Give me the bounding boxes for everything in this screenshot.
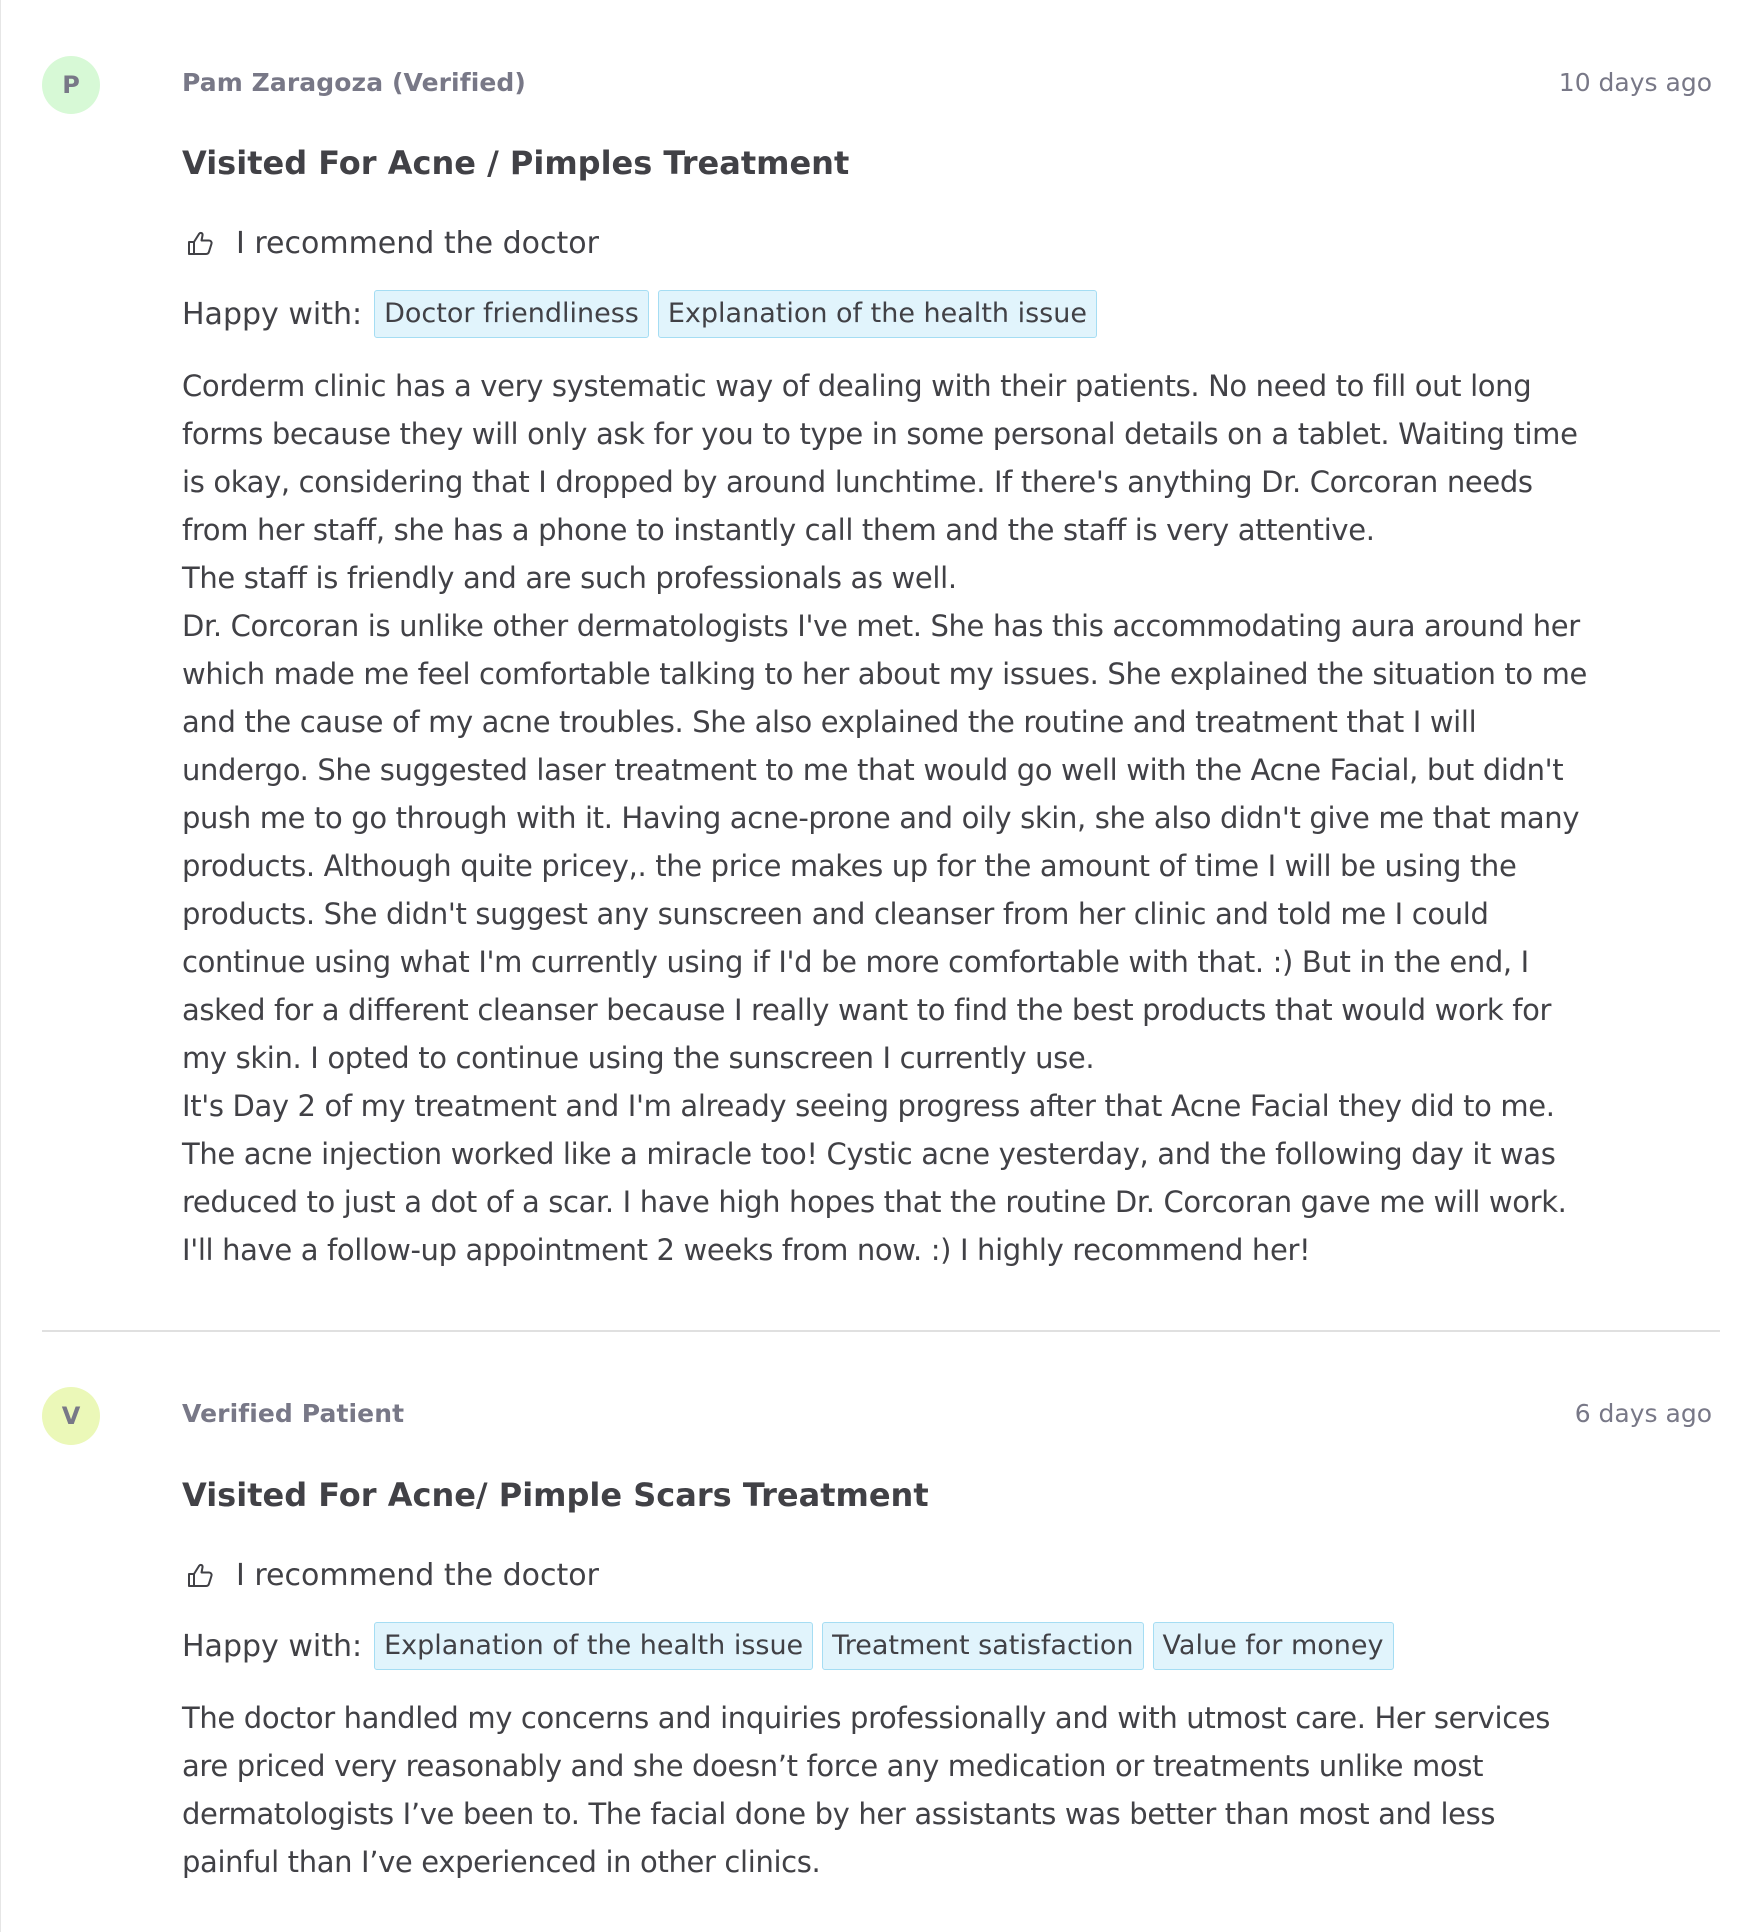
review-text-line: dermatologists I’ve been to. The facial done by her assistants was better than most and less (182, 1797, 1496, 1831)
happy-tag: Explanation of the health issue (374, 1622, 813, 1670)
review-text-line: is okay, considering that I dropped by around lunchtime. If there's anything Dr. Corcoran needs (182, 465, 1533, 499)
review-text-line: The staff is friendly and are such professionals as well. (182, 561, 957, 595)
review-text-line: forms because they will only ask for you to type in some personal details on a tablet. Waiting time (182, 417, 1578, 451)
review-text-line: I'll have a follow-up appointment 2 weeks from now. :) I highly recommend her! (182, 1233, 1311, 1267)
review-card (42, 1332, 1720, 1932)
happy-with-row (182, 1622, 1403, 1670)
review-time: 6 days ago (1574, 1399, 1712, 1428)
review-text-line: painful than I’ve experienced in other clinics. (182, 1845, 821, 1879)
review-text (182, 362, 1612, 1274)
review-text-line: products. Although quite pricey,. the price makes up for the amount of time I will be using the (182, 849, 1517, 883)
review-text-line: push me to go through with it. Having acne-prone and oily skin, she also didn't give me that many (182, 801, 1580, 835)
happy-tag: Value for money (1153, 1622, 1394, 1670)
happy-with-row (182, 290, 1106, 338)
review-author: Verified Patient (182, 1399, 405, 1428)
review-text-line: and the cause of my acne troubles. She also explained the routine and treatment that I will (182, 705, 1477, 739)
recommend-row (186, 226, 599, 261)
review-text-line: undergo. She suggested laser treatment to me that would go well with the Acne Facial, but didn't (182, 753, 1564, 787)
happy-tag: Treatment satisfaction (822, 1622, 1143, 1670)
happy-tag: Doctor friendliness (374, 290, 649, 338)
recommend-text: I recommend the doctor (236, 1558, 599, 1593)
review-text (182, 1694, 1612, 1886)
review-text-line: Dr. Corcoran is unlike other dermatologists I've met. She has this accommodating aura around her (182, 609, 1580, 643)
review-text-line: asked for a different cleanser because I really want to find the best products that would work for (182, 993, 1552, 1027)
recommend-text: I recommend the doctor (236, 226, 599, 261)
thumbs-up-icon (186, 229, 216, 259)
review-author: Pam Zaragoza (Verified) (182, 68, 526, 97)
review-text-line: my skin. I opted to continue using the sunscreen I currently use. (182, 1041, 1095, 1075)
review-text-line: It's Day 2 of my treatment and I'm already seeing progress after that Acne Facial they did to me. (182, 1089, 1555, 1123)
review-text-line: continue using what I'm currently using if I'd be more comfortable with that. :) But in the end, I (182, 945, 1529, 979)
review-text-line: The doctor handled my concerns and inquiries professionally and with utmost care. Her services (182, 1701, 1551, 1735)
happy-with-label: Happy with: (182, 296, 363, 332)
review-title: Visited For Acne/ Pimple Scars Treatment (182, 1476, 929, 1514)
happy-with-label: Happy with: (182, 1628, 363, 1664)
review-text-line: products. She didn't suggest any sunscreen and cleanser from her clinic and told me I could (182, 897, 1489, 931)
review-text-line: The acne injection worked like a miracle too! Cystic acne yesterday, and the following day it was (182, 1137, 1556, 1171)
review-title: Visited For Acne / Pimples Treatment (182, 144, 850, 182)
review-card (42, 0, 1720, 1330)
happy-tag: Explanation of the health issue (658, 290, 1097, 338)
review-text-line: are priced very reasonably and she doesn’t force any medication or treatments unlike most (182, 1749, 1484, 1783)
review-text-line: which made me feel comfortable talking to her about my issues. She explained the situation to me (182, 657, 1588, 691)
avatar: P (42, 56, 100, 114)
thumbs-up-icon (186, 1561, 216, 1591)
review-text-line: from her staff, she has a phone to instantly call them and the staff is very attentive. (182, 513, 1375, 547)
recommend-row (186, 1558, 599, 1593)
review-text-line: Corderm clinic has a very systematic way of dealing with their patients. No need to fill out long (182, 369, 1532, 403)
review-text-line: reduced to just a dot of a scar. I have high hopes that the routine Dr. Corcoran gave me will work. (182, 1185, 1567, 1219)
review-time: 10 days ago (1558, 68, 1712, 97)
avatar: V (42, 1387, 100, 1445)
